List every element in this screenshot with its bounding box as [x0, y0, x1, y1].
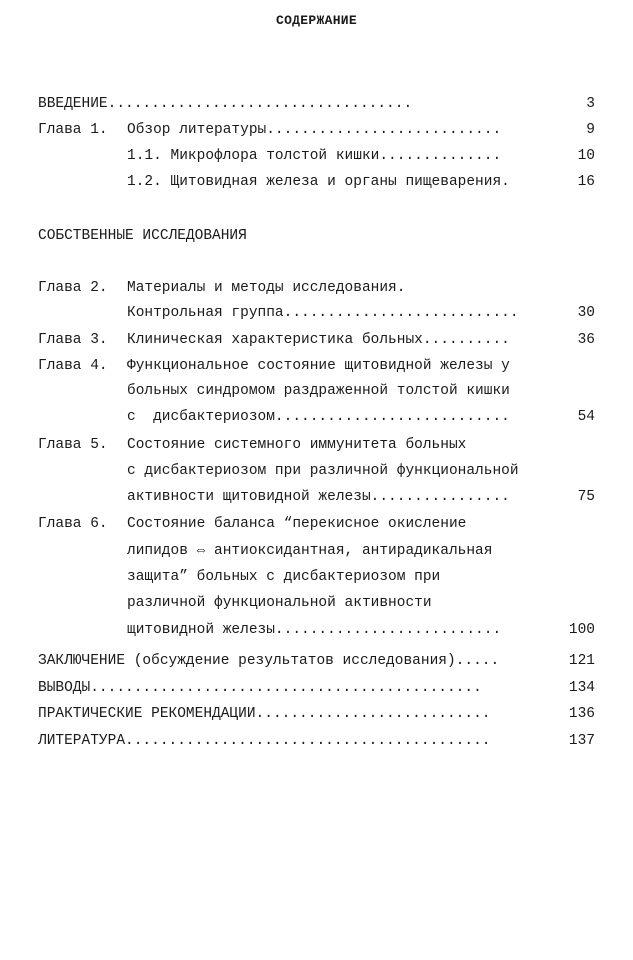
toc-entry-page: 136 — [568, 706, 595, 722]
toc-entry-page: 30 — [577, 305, 595, 321]
toc-entry-page: 36 — [577, 332, 595, 348]
section-heading: СОБСТВЕННЫЕ ИССЛЕДОВАНИЯ — [38, 228, 247, 244]
toc-entry-text: с дисбактериозом........................... — [127, 409, 510, 425]
toc-entry-text: ЗАКЛЮЧЕНИЕ (обсуждение результатов исследования)..... — [38, 653, 500, 669]
toc-chapter-label: Глава 3. — [38, 332, 108, 348]
toc-entry-conclusion — [0, 650, 633, 676]
toc-entry-page: 16 — [577, 174, 595, 190]
toc-entry-text: Клиническая характеристика больных.......... — [127, 332, 510, 348]
toc-entry-text: 1.1. Микрофлора толстой кишки.............. — [127, 148, 502, 164]
toc-entry-text: Состояние системного иммунитета больных — [127, 437, 467, 453]
toc-entry-introduction — [0, 93, 633, 119]
toc-entry-page: 121 — [568, 653, 595, 669]
toc-entry-text: защита” больных с дисбактериозом при — [127, 569, 441, 585]
toc-entry-chapter-6-cont — [0, 540, 633, 566]
toc-entry-text: щитовидной железы.......................... — [127, 622, 502, 638]
toc-entry-text: Функциональное состояние щитовидной железы у — [127, 358, 510, 374]
toc-entry-page: 100 — [568, 622, 595, 638]
toc-entry-chapter-5 — [0, 434, 633, 460]
toc-entry-section-1-1 — [0, 145, 633, 171]
toc-entry-text: 1.2. Щитовидная железа и органы пищеварения. — [127, 174, 510, 190]
toc-entry-recommendations — [0, 703, 633, 729]
toc-entry-section-1-2 — [0, 171, 633, 197]
toc-entry-chapter-5-end — [0, 486, 633, 512]
toc-entry-page: 10 — [577, 148, 595, 164]
toc-entry-page: 9 — [586, 122, 595, 138]
toc-entry-text: различной функциональной активности — [127, 595, 432, 611]
toc-entry-chapter-6-cont — [0, 566, 633, 592]
toc-entry-chapter-1 — [0, 119, 633, 145]
toc-entry-chapter-6-end — [0, 619, 633, 645]
toc-entry-chapter-4-end — [0, 406, 633, 432]
toc-entry-text: ЛИТЕРАТУРА.......................................... — [38, 733, 491, 749]
toc-entry-text: ВВЕДЕНИЕ................................... — [38, 96, 413, 112]
toc-entry-text: Материалы и методы исследования. — [127, 280, 406, 296]
toc-entry-text: с дисбактериозом при различной функциональной — [127, 463, 519, 479]
toc-entry-page: 54 — [577, 409, 595, 425]
toc-chapter-label: Глава 4. — [38, 358, 108, 374]
toc-entry-chapter-6 — [0, 513, 633, 539]
toc-entry-chapter-4 — [0, 355, 633, 381]
toc-entry-text: липидов ⇔ антиоксидантная, антирадикальная — [127, 543, 493, 559]
toc-entry-findings — [0, 677, 633, 703]
toc-entry-text: Состояние баланса “перекисное окисление — [127, 516, 467, 532]
toc-entry-chapter-6-cont — [0, 592, 633, 618]
toc-entry-chapter-2-cont — [0, 302, 633, 328]
toc-chapter-label: Глава 2. — [38, 280, 108, 296]
toc-entry-page: 3 — [586, 96, 595, 112]
toc-entry-text: больных синдромом раздраженной толстой кишки — [127, 383, 510, 399]
toc-entry-chapter-3 — [0, 329, 633, 355]
toc-chapter-label: Глава 5. — [38, 437, 108, 453]
toc-entry-text: Обзор литературы........................... — [127, 122, 502, 138]
toc-entry-text: Контрольная группа........................... — [127, 305, 519, 321]
toc-chapter-label: Глава 6. — [38, 516, 108, 532]
toc-entry-page: 137 — [568, 733, 595, 749]
toc-entry-page: 75 — [577, 489, 595, 505]
toc-entry-text: ВЫВОДЫ............................................. — [38, 680, 482, 696]
toc-entry-chapter-2 — [0, 277, 633, 303]
toc-entry-literature — [0, 730, 633, 756]
toc-entry-text: активности щитовидной железы................ — [127, 489, 510, 505]
toc-entry-chapter-5-cont — [0, 460, 633, 486]
toc-entry-page: 134 — [568, 680, 595, 696]
page-title: СОДЕРЖАНИЕ — [275, 13, 357, 28]
toc-entry-chapter-4-cont — [0, 380, 633, 406]
toc-entry-text: ПРАКТИЧЕСКИЕ РЕКОМЕНДАЦИИ........................... — [38, 706, 491, 722]
toc-chapter-label: Глава 1. — [38, 122, 108, 138]
